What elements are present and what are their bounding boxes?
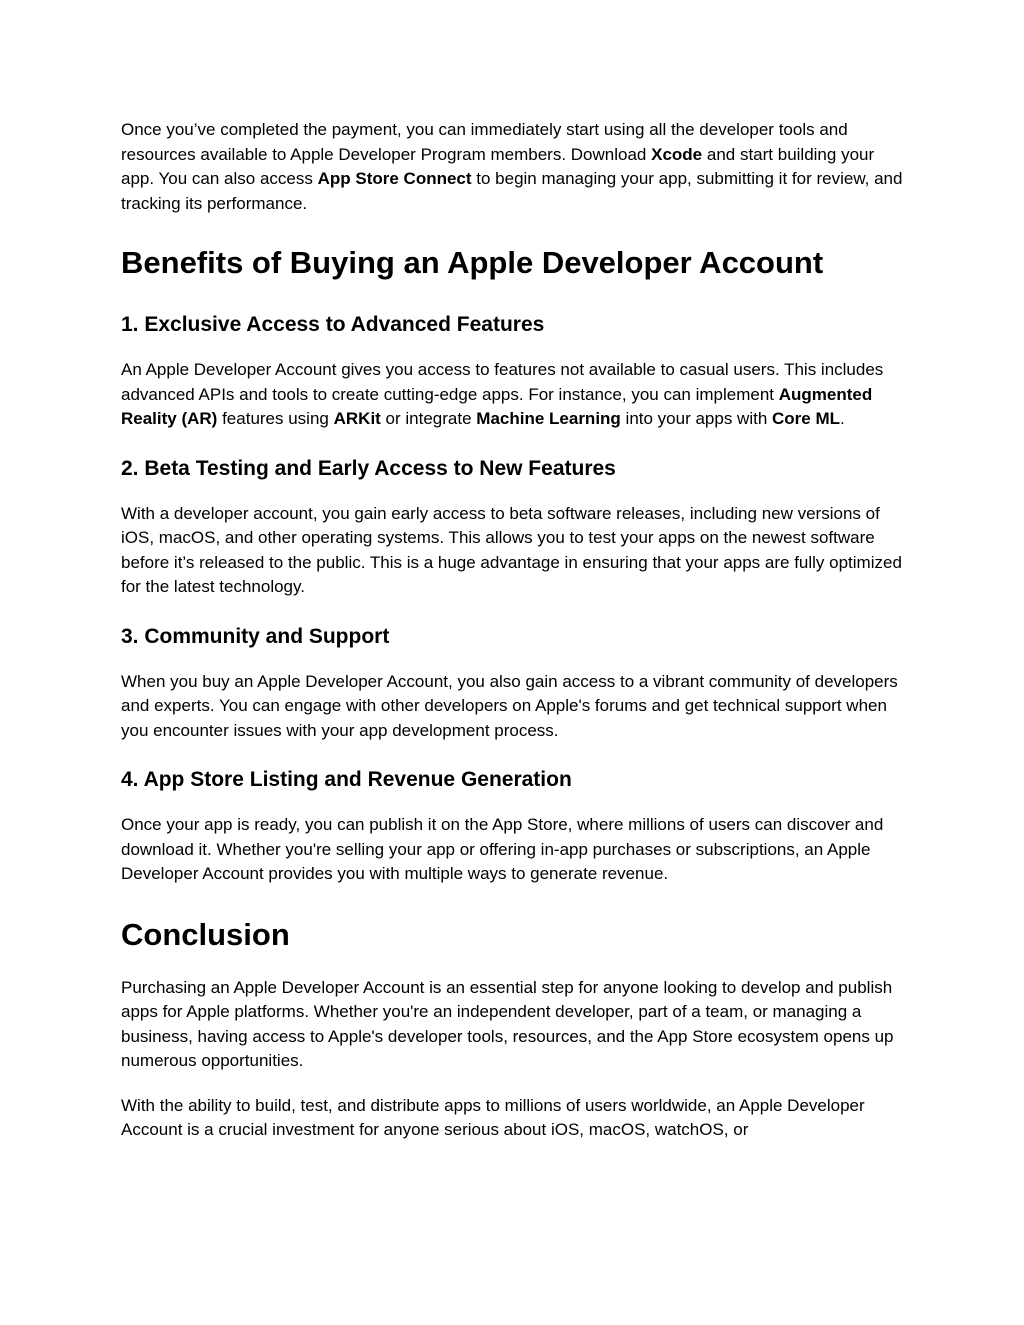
xcode-bold: Xcode [651,144,703,164]
core-ml-bold: Core ML [772,409,841,428]
conclusion-paragraph-2: With the ability to build, test, and distribute apps to millions of users worldwide, an Apple Developer Account is a crucial investment for anyone serious about iOS, macOS, watchOS, or [121,1095,865,1139]
ar-bold: Augmented Reality (AR) [121,384,873,428]
intro-text-2: and start building your app. You can also access [121,144,875,188]
conclusion-paragraph-1: Purchasing an Apple Developer Account is an essential step for anyone looking to develop and publish apps for Apple platforms. Whether you're an independent developer, part of a team, or managing a business, having access to Apple's developer tools, resources, and the App Store ecosystem opens up numerous opportunities. [121,977,894,1070]
section-3-heading: 3. Community and Support [121,624,390,648]
app-store-connect-bold: App Store Connect [317,169,472,188]
section-1-text-1: An Apple Developer Account gives you access to features not available to casual users. This includes advanced APIs and tools to create cutting-edge apps. For instance, you can implement [121,360,884,404]
section-1-heading: 1. Exclusive Access to Advanced Features [121,313,545,336]
conclusion-heading: Conclusion [121,916,290,952]
document-page [121,118,911,1143]
section-1-text-2: features using [217,409,334,428]
section-4-heading: 4. App Store Listing and Revenue Generation [121,768,572,791]
section-3-paragraph: When you buy an Apple Developer Account, you also gain access to a vibrant community of developers and experts. You can engage with other developers on Apple's forums and get technical support when you encounter issues with your app development process. [121,671,898,740]
intro-text-1: Once you’ve completed the payment, you can immediately start using all the developer tools and resources available to Apple Developer Program members. Download [121,120,848,164]
section-1-text-4: into your apps with [620,409,773,428]
section-2-heading: 2. Beta Testing and Early Access to New Features [121,456,616,480]
intro-paragraph [121,118,911,216]
arkit-bold: ARKit [333,409,381,428]
benefits-heading: Benefits of Buying an Apple Developer Account [121,245,824,280]
section-2-paragraph: With a developer account, you gain early access to beta software releases, including new versions of iOS, macOS, and other operating systems. This allows you to test your apps on the newest software before it’s released to the public. This is a huge advantage in ensuring that your apps are fully optimized for the latest technology. [121,503,902,596]
section-1-text-3: or integrate [380,409,477,428]
section-1-text-5: . [840,409,845,428]
machine-learning-bold: Machine Learning [476,409,621,428]
section-4-paragraph: Once your app is ready, you can publish it on the App Store, where millions of users can discover and download it. Whether you're selling your app or offering in-app purchases or subscriptions, an Apple Developer Account provides you with multiple ways to generate revenue. [121,815,884,883]
intro-text-3: to begin managing your app, submitting it for review, and tracking its performance. [121,169,903,213]
section-1-paragraph [121,358,911,432]
